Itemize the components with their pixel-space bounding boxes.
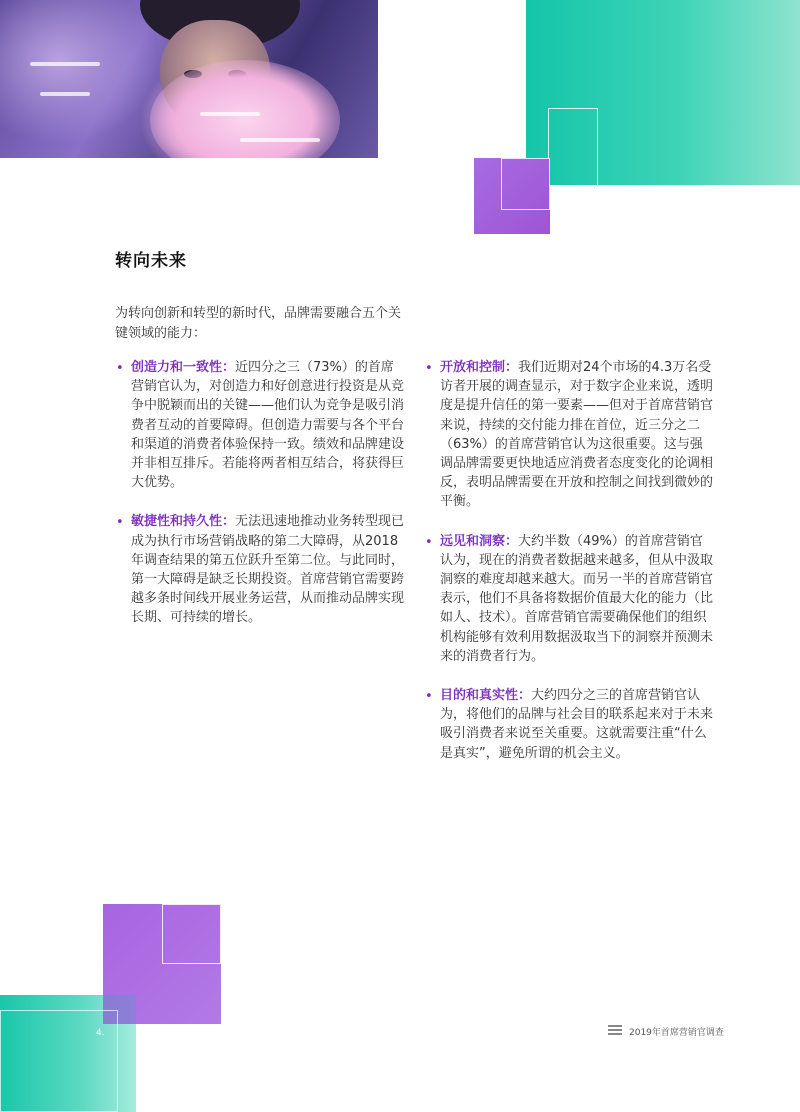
bullet-item-creativity [115, 358, 405, 492]
bullet-item-purpose [424, 686, 714, 763]
hero-light-streak [40, 92, 90, 96]
bullet-body: 近四分之三（73%）的首席营销官认为，对创造力和好创意进行投资是从竞争中脱颖而出的关键——他们认为竞争是吸引消费者互动的首要障碍。但创造力需要与各个平台和渠道的消费者体验保持一致。绩效和品牌建设并非相互排斥。若能将两者相互结合，将获得巨大优势。 [131, 360, 405, 491]
intro-paragraph: 为转向创新和转型的新时代，品牌需要融合五个关键领域的能力： [115, 306, 402, 341]
bullet-heading: 敏捷性和持久性： [131, 514, 236, 530]
section-title: 转向未来 [115, 251, 187, 271]
bullet-heading: 创造力和一致性： [131, 360, 236, 375]
bullet-icon: • [116, 515, 124, 531]
bullet-item-agility [115, 512, 405, 627]
hero-photo [0, 0, 378, 158]
bullet-body: 大约半数（49%）的首席营销官认为，现在的消费者数据越来越多，但从中汲取洞察的难度却越来越大。而另一半的首席营销官表示，他们不具备将数据价值最大化的能力（比如人、技术）。首席营销官需要确保他们的组织机构能够有效利用数据汲取当下的洞察并预测未来的消费者行为。 [440, 533, 714, 664]
hero-light-streak [240, 138, 320, 142]
bullet-heading: 目的和真实性： [440, 688, 532, 704]
hero-light-streak [200, 112, 260, 116]
document-lines-icon [608, 1025, 622, 1037]
hero-light-streak [30, 62, 100, 66]
bullet-heading: 远见和洞察： [440, 533, 519, 549]
decor-outline-box [501, 158, 550, 210]
bullet-body: 我们近期对24个市场的4.3万名受访者开展的调查显示，对于数字企业来说，透明度是提升信任的第一要素——但对于首席营销官来说，持续的交付能力排在首位，近三分之二（63%）的首席营销官认为这很重要。这与强调品牌需要更快地适应消费者态度变化的论调相反，表明品牌需要在开放和控制之间找到微妙的平衡。 [440, 360, 714, 510]
bullet-item-openness [424, 358, 714, 512]
bullet-icon: • [116, 361, 124, 376]
decor-outline-box [548, 108, 598, 238]
bullet-icon: • [425, 689, 433, 705]
decor-outline-box [0, 1010, 118, 1112]
report-name: 2019年首席营销官调查 [629, 1028, 724, 1038]
decor-outline-box [162, 904, 221, 964]
bullet-icon: • [425, 534, 433, 550]
bullet-body: 无法迅速地推动业务转型现已成为执行市场营销战略的第二大障碍，从2018年调查结果的第五位跃升至第二位。与此同时，第一大障碍是缺乏长期投资。首席营销官需要跨越多条时间线开展业务运营，从而推动品牌实现长期、可持续的增长。 [131, 514, 405, 626]
right-column [424, 358, 714, 783]
left-column [115, 358, 405, 648]
page-number: 4. [96, 1028, 105, 1038]
bullet-heading: 开放和控制： [440, 360, 519, 375]
bullet-body: 大约四分之三的首席营销官认为，将他们的品牌与社会目的联系起来对于未来吸引消费者来说至关重要。这就需要注重“什么是真实”，避免所谓的机会主义。 [440, 688, 714, 761]
bullet-item-insight [424, 532, 714, 666]
bullet-icon: • [425, 361, 433, 376]
